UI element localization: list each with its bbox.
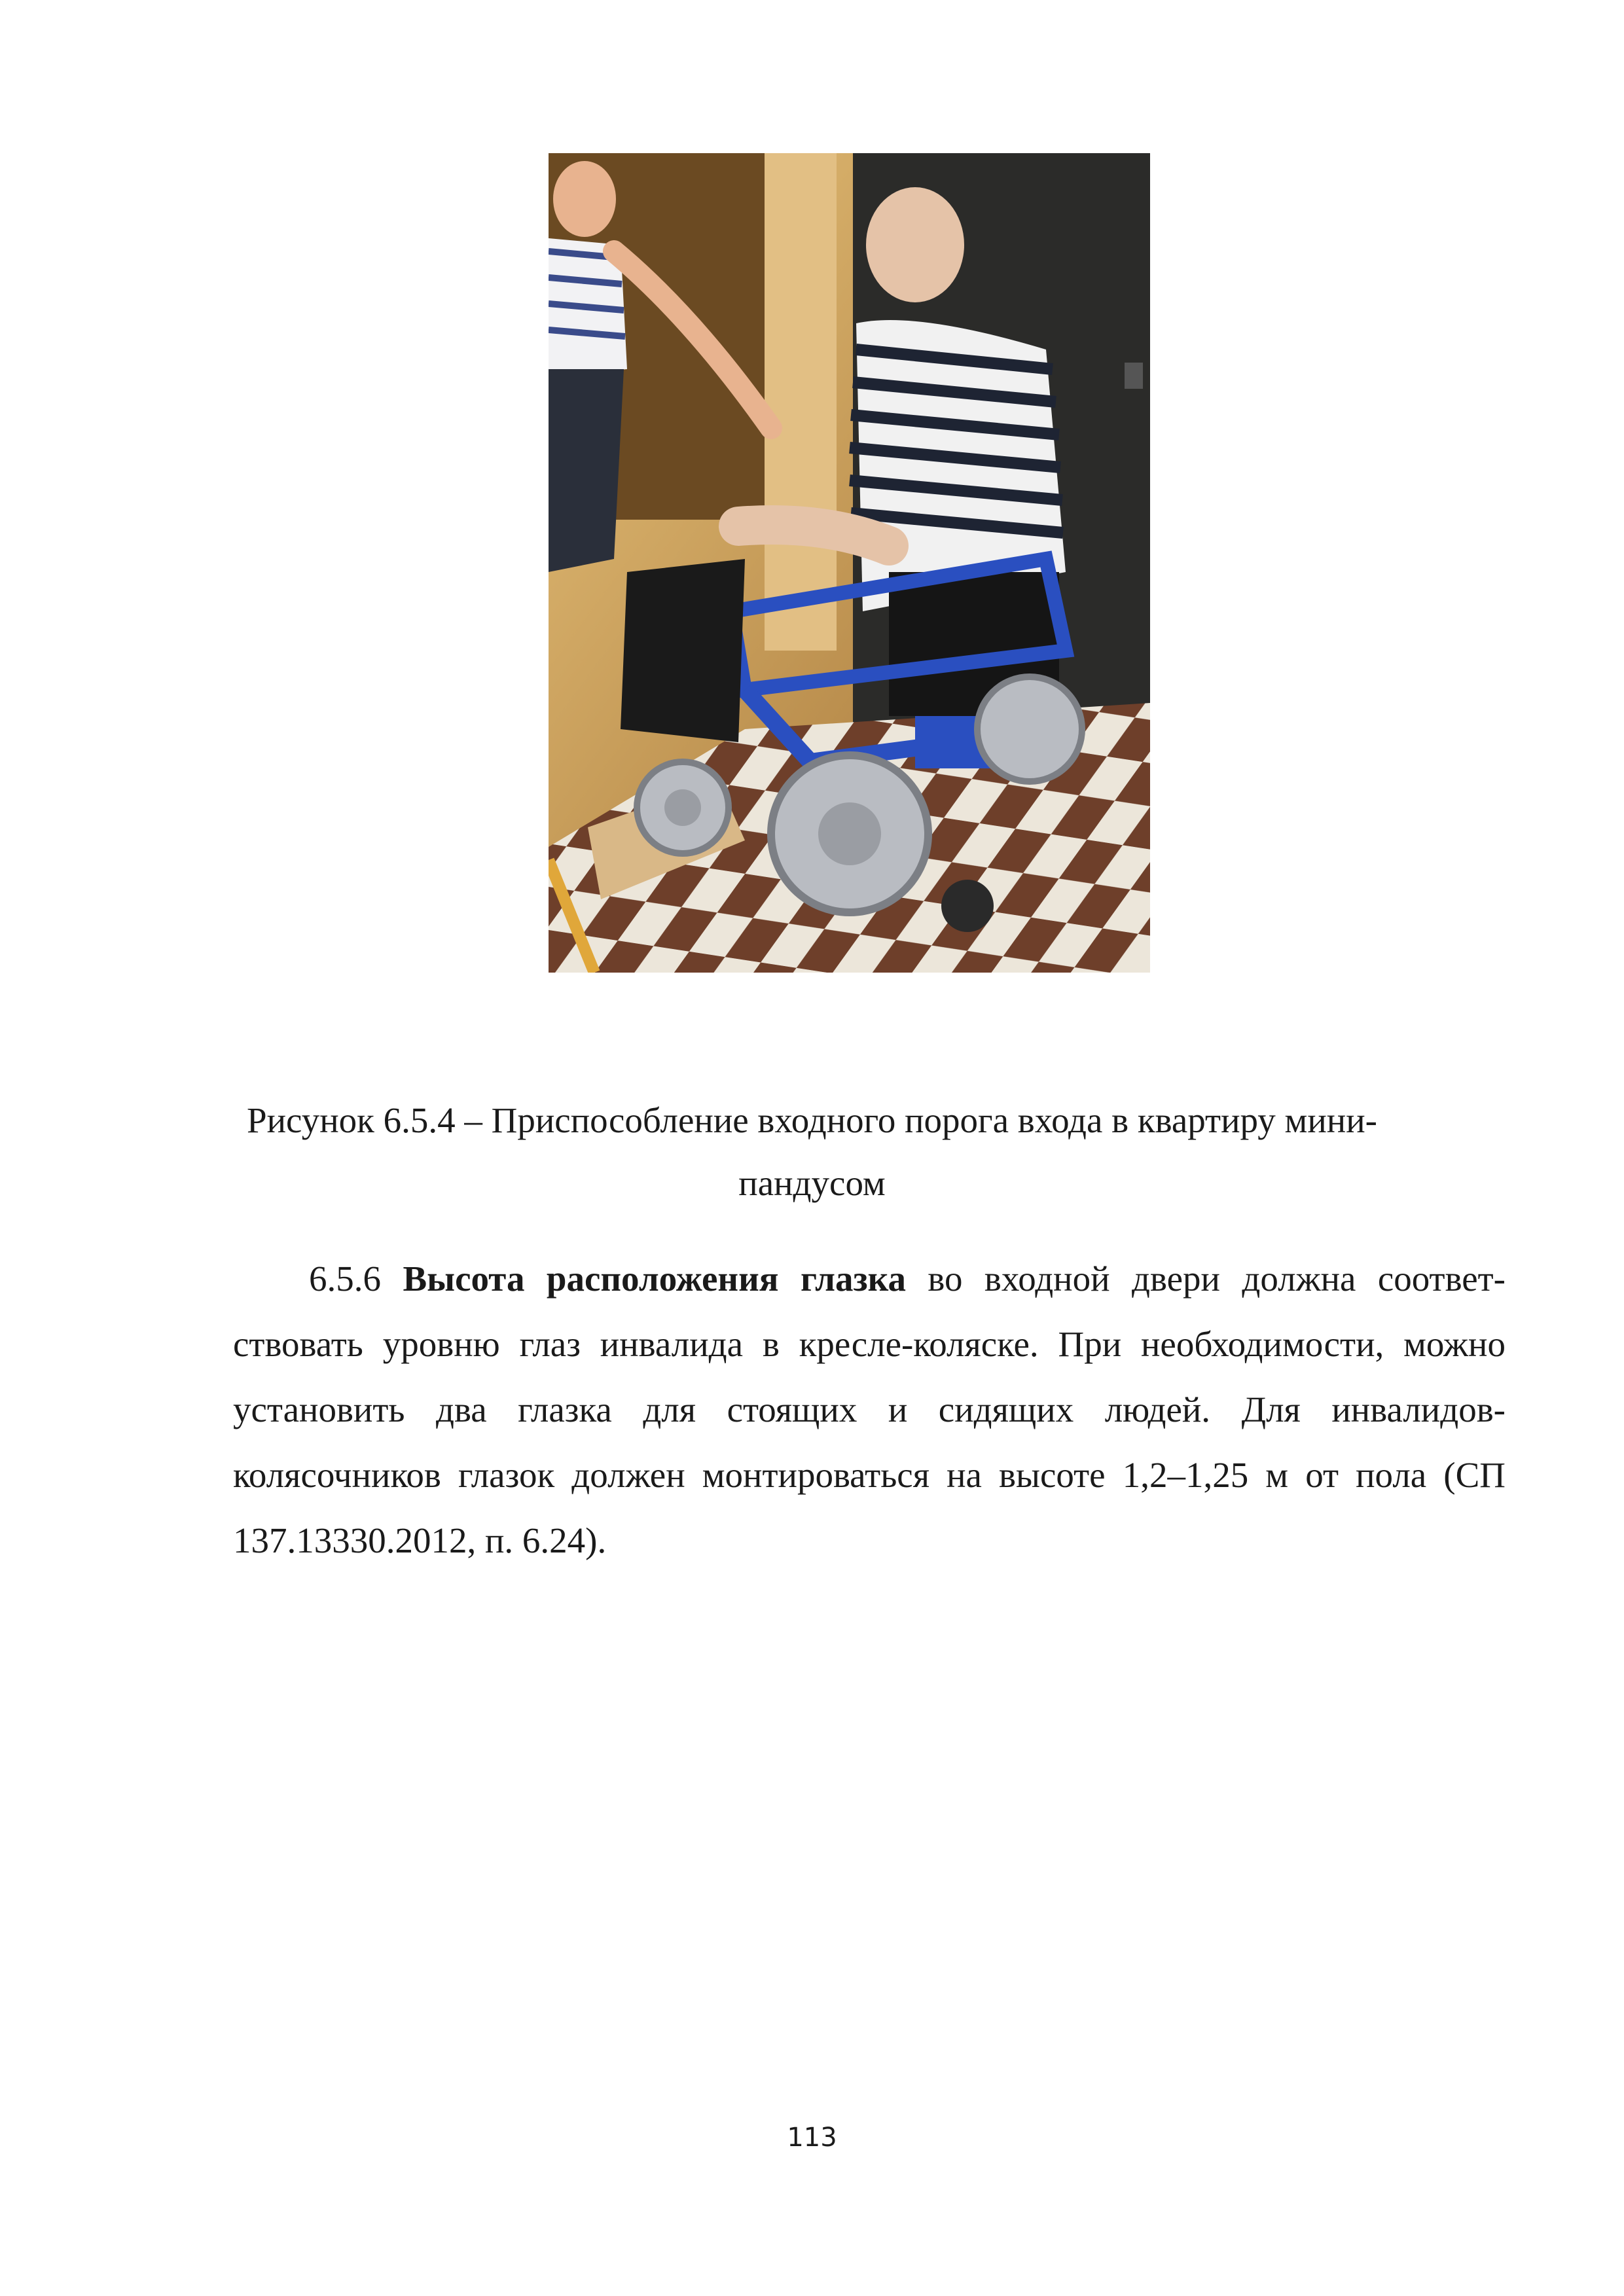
figure-caption bbox=[196, 1089, 1428, 1215]
caption-line-1: Рисунок 6.5.4 – Приспособление входного порога входа в квартиру мини- bbox=[247, 1100, 1377, 1140]
paragraph-number: 6.5.6 bbox=[309, 1259, 381, 1299]
page-number: 113 bbox=[787, 2123, 837, 2153]
figure-photo bbox=[549, 153, 1150, 973]
body-paragraph bbox=[233, 1246, 1506, 1573]
paragraph-bold-phrase: Высота расположения глазка bbox=[403, 1259, 906, 1299]
caption-line-2: пандусом bbox=[738, 1163, 886, 1203]
paragraph-text: во входной двери должна соответ-ствовать уровню глаз инвалида в кресле-коляске. При необходимости, можно установить два глазка для стоящих и сидящих людей. Для инвалидов-колясочников глазок должен монтироваться на высоте 1,2–1,25 м от пола (СП 137.13330.2012, п. 6.24). bbox=[233, 1259, 1506, 1560]
